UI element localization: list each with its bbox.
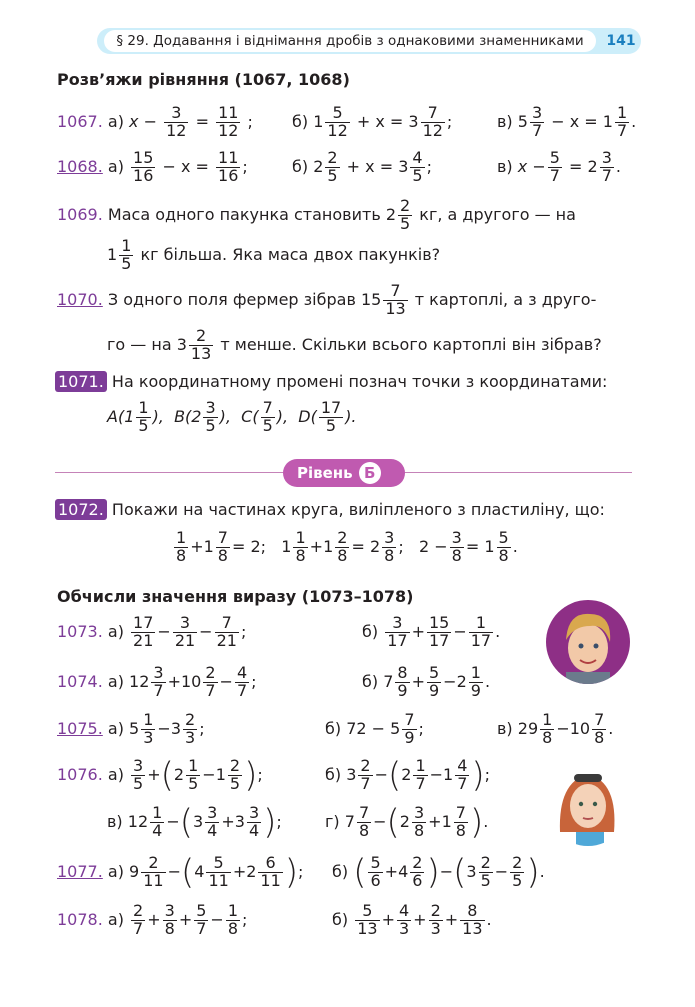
problem-1067-b: б) 1 $\frac{5}{12}$ + x = 3 $\frac{7}{12}$ ; bbox=[292, 103, 453, 140]
problem-1070: 1070. З одного поля фермер зібрав 15 $\frac{7}{13}$ т картоплі, а з друго- bbox=[57, 281, 597, 318]
problem-1078: 1078. а) $\frac{2}{7}$ + $\frac{3}{8}$ + $\frac{5}{7}$ − $\frac{1}{8}$ ; bbox=[57, 901, 248, 938]
problem-number: 1069. bbox=[57, 204, 103, 224]
fraction: $\frac{3}{12}$ bbox=[166, 103, 187, 140]
var: x bbox=[129, 111, 139, 131]
girl-avatar bbox=[546, 762, 630, 846]
problem-1070-line2: го — на 3 $\frac{2}{13}$ т менше. Скільки всього картоплі він зібрав? bbox=[107, 326, 602, 363]
problem-1067-c: в) 5 $\frac{3}{7}$ − x = 1 $\frac{1}{7}$ . bbox=[497, 103, 637, 140]
problem-1073: 1073. а) $\frac{17}{21}$ − $\frac{3}{21}$ − $\frac{7}{21}$ ; bbox=[57, 613, 247, 650]
problem-1076-c: в) 12 $\frac{1}{4}$ −(3 $\frac{3}{4}$ +3 $\frac{3}{4}$ ); bbox=[107, 802, 282, 843]
fraction: $\frac{5}{12}$ bbox=[327, 103, 348, 140]
problem-number: 1078. bbox=[57, 909, 103, 929]
level-letter: Б bbox=[359, 462, 381, 484]
coordinates-list: A(1 $\frac{1}{5}$ ), B(2 $\frac{3}{5}$ ), C( $\frac{7}{5}$ ), D( $\frac{17}{5}$ ). bbox=[107, 398, 357, 435]
problem-1068-c: в) x − $\frac{5}{7}$ = 2 $\frac{3}{7}$ . bbox=[497, 148, 621, 185]
problem-1075: 1075. а) 5 $\frac{1}{3}$ −3 $\frac{2}{3}$ ; bbox=[57, 710, 205, 747]
problem-1076: 1076. а) $\frac{3}{5}$ +(2 $\frac{1}{5}$ −1 $\frac{2}{5}$ ); bbox=[57, 755, 263, 796]
boy-avatar bbox=[546, 600, 630, 684]
problem-number: 1073. bbox=[57, 621, 103, 641]
op: − bbox=[143, 111, 158, 131]
problem-number: 1070. bbox=[57, 289, 103, 309]
fraction: $\frac{2}{5}$ bbox=[400, 196, 411, 233]
problem-1072: 1072. Покажи на частинах круга, виліпленого з пластиліну, що: bbox=[55, 500, 605, 519]
problem-1067: 1067. а) x − $\frac{3}{12}$ = $\frac{11}{12}$ ; bbox=[57, 103, 253, 140]
part-label: а) bbox=[107, 111, 124, 131]
problem-number: 1071. bbox=[55, 371, 107, 392]
op: = bbox=[195, 111, 209, 131]
fraction: $\frac{5}{7}$ bbox=[549, 148, 560, 185]
fraction: $\frac{15}{16}$ bbox=[133, 148, 154, 185]
problem-1076-d: г) 7 $\frac{7}{8}$ −(2 $\frac{3}{8}$ +1 $\frac{7}{8}$ ). bbox=[325, 802, 489, 843]
problem-number: 1067. bbox=[57, 111, 103, 131]
problem-1075-b: б) 72 − 5 $\frac{7}{9}$ ; bbox=[325, 710, 424, 747]
problem-1075-c: в) 29 $\frac{1}{8}$ −10 $\frac{7}{8}$ . bbox=[497, 710, 614, 747]
fraction: $\frac{2}{5}$ bbox=[327, 148, 338, 185]
problem-1073-b: б) $\frac{3}{17}$ + $\frac{15}{17}$ − $\frac{1}{17}$ . bbox=[362, 613, 501, 650]
fraction: $\frac{7}{12}$ bbox=[422, 103, 443, 140]
fraction: $\frac{1}{5}$ bbox=[121, 236, 132, 273]
problem-1078-b: б) $\frac{5}{13}$ + $\frac{4}{3}$ + $\frac{2}{3}$ + $\frac{8}{13}$ . bbox=[332, 901, 492, 938]
problem-1077: 1077. а) 9 $\frac{2}{11}$ −(4 $\frac{5}{11}$ +2 $\frac{6}{11}$ ); bbox=[57, 852, 304, 893]
problem-1068-b: б) 2 $\frac{2}{5}$ + x = 3 $\frac{4}{5}$ ; bbox=[292, 148, 432, 185]
fraction: $\frac{7}{13}$ bbox=[385, 281, 406, 318]
problem-1072-expressions: $\frac{1}{8}$ +1 $\frac{7}{8}$ = 2; 1 $\frac{1}{8}$ +1 $\frac{2}{8}$ = 2 $\frac{3}{8}$ ; 2 − $\frac{3}{8}$ = 1 $\frac{5}{8}$ . bbox=[176, 528, 518, 565]
problem-1071: 1071. На координатному промені познач точки з координатами: bbox=[55, 372, 607, 391]
page-number: 141 bbox=[606, 33, 636, 49]
problem-1069-line2: 1 $\frac{1}{5}$ кг більша. Яка маса двох пакунків? bbox=[107, 236, 441, 273]
problem-1068: 1068. а) $\frac{15}{16}$ − x = $\frac{11}{16}$ ; bbox=[57, 148, 248, 185]
problem-number: 1074. bbox=[57, 671, 103, 691]
fraction: $\frac{4}{5}$ bbox=[412, 148, 423, 185]
fraction: $\frac{2}{13}$ bbox=[190, 326, 212, 363]
problem-1077-b: б) ( $\frac{5}{6}$ +4 $\frac{2}{6}$ )−(3 $\frac{2}{5}$ − $\frac{2}{5}$ ). bbox=[332, 852, 545, 893]
problem-1074-b: б) 7 $\frac{8}{9}$ + $\frac{5}{9}$ −2 $\frac{1}{9}$ . bbox=[362, 663, 491, 700]
problem-number: 1068. bbox=[57, 156, 103, 176]
fraction: $\frac{11}{16}$ bbox=[218, 148, 239, 185]
level-badge: Рівень Б bbox=[283, 459, 405, 487]
problem-number: 1076. bbox=[57, 764, 103, 784]
problem-number: 1072. bbox=[55, 499, 107, 520]
problem-number: 1075. bbox=[57, 718, 103, 738]
page-header-title: § 29. Додавання і віднімання дробів з однаковими знаменниками bbox=[104, 30, 596, 52]
problem-1069: 1069. Маса одного пакунка становить 2 $\frac{2}{5}$ кг, а другого — на bbox=[57, 196, 576, 233]
fraction: $\frac{3}{7}$ bbox=[601, 148, 612, 185]
problem-1076-b: б) 3 $\frac{2}{7}$ −(2 $\frac{1}{7}$ −1 $\frac{4}{7}$ ); bbox=[325, 755, 491, 796]
section-heading-equations: Розв’яжи рівняння (1067, 1068) bbox=[57, 70, 350, 89]
fraction: $\frac{3}{7}$ bbox=[531, 103, 543, 140]
fraction: $\frac{1}{7}$ bbox=[616, 103, 628, 140]
section-heading-expressions: Обчисли значення виразу (1073–1078) bbox=[57, 587, 414, 606]
problem-number: 1077. bbox=[57, 861, 103, 881]
fraction: $\frac{11}{12}$ bbox=[218, 103, 239, 140]
problem-1074: 1074. а) 12 $\frac{3}{7}$ +10 $\frac{2}{7}$ − $\frac{4}{7}$ ; bbox=[57, 663, 257, 700]
